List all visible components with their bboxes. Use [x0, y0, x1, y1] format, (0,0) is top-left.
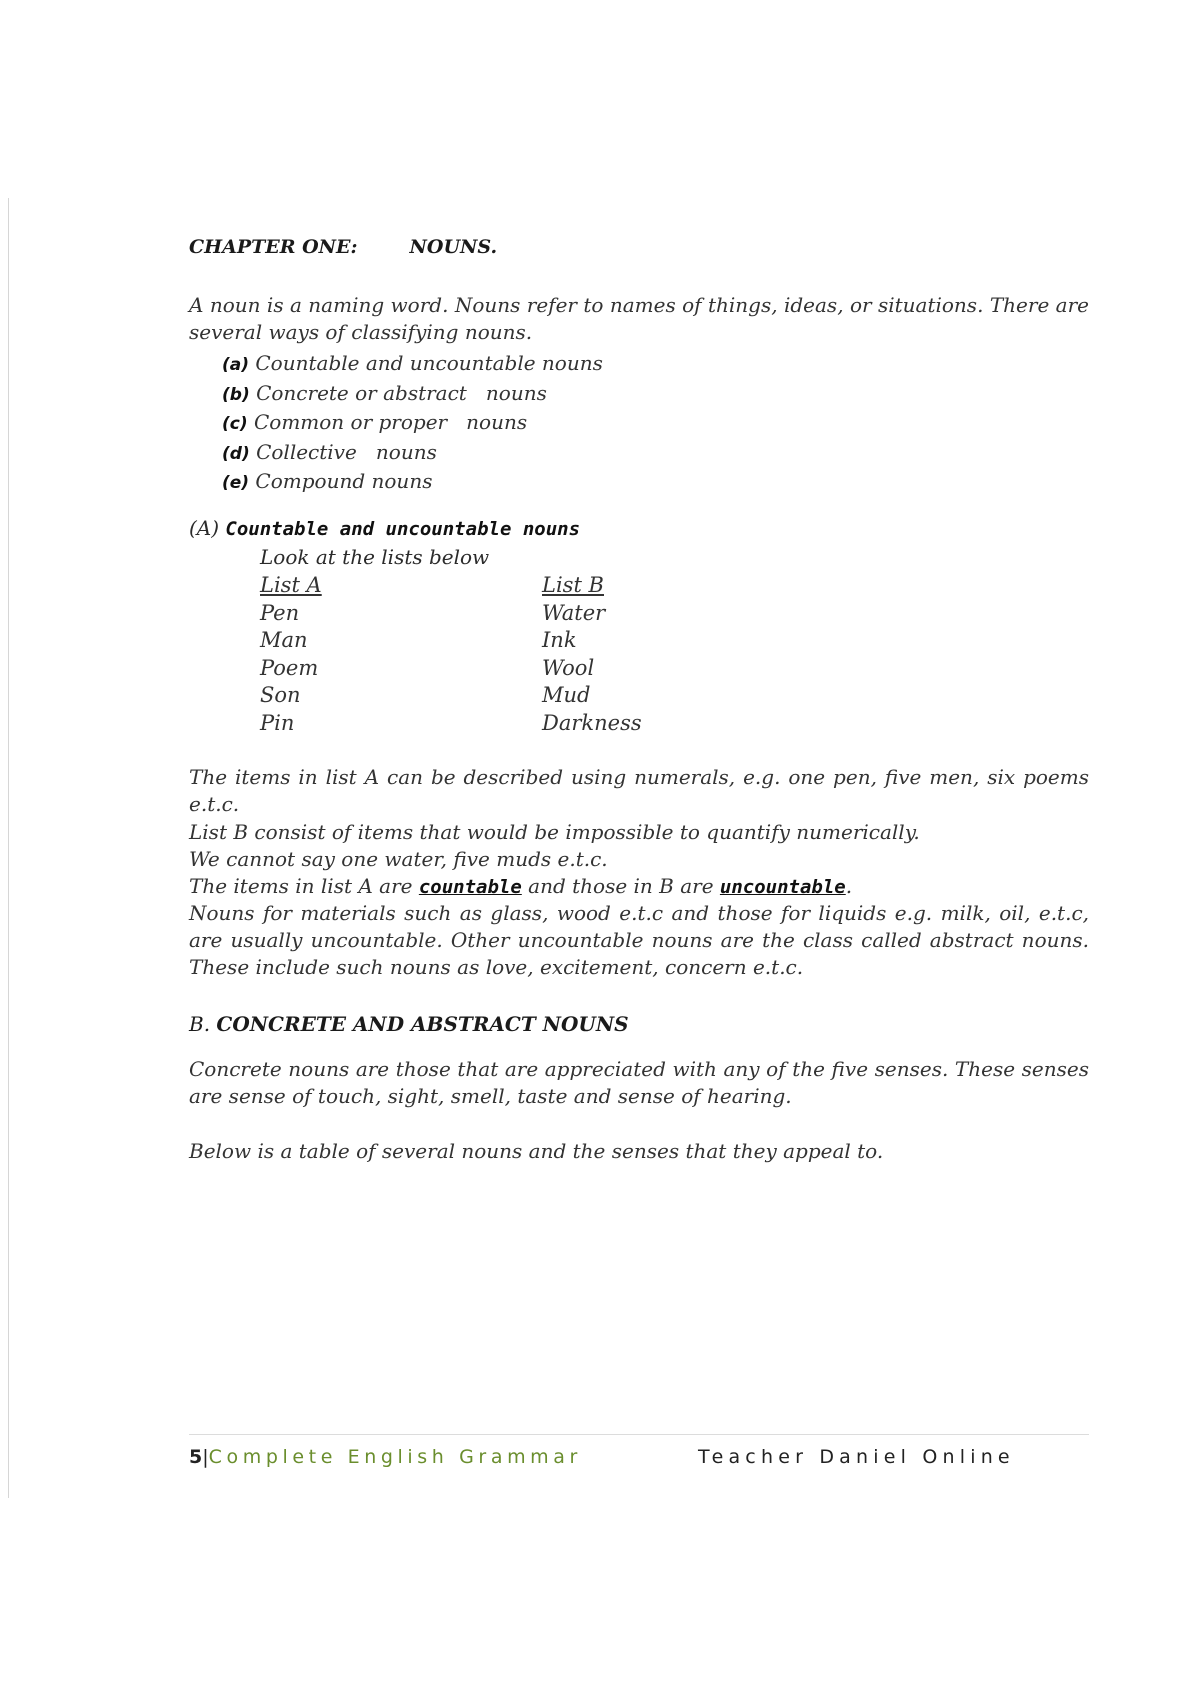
countable-term: countable: [418, 876, 522, 898]
list-item: (d) Collective nouns: [222, 439, 437, 464]
page-footer: [189, 1446, 1089, 1468]
list-a-item: Pen: [260, 600, 300, 625]
section-a-heading: (A) Countable and uncountable nouns: [189, 516, 581, 540]
noun-lists: [260, 544, 824, 737]
list-a-item: Son: [260, 683, 301, 707]
uncountable-description: List B consist of items that would be impossible to quantify numerically.: [189, 820, 920, 844]
author-name: Teacher Daniel Online: [698, 1446, 1015, 1468]
footer-rule: [189, 1434, 1089, 1435]
uncountable-term: uncountable: [719, 876, 846, 898]
list-b-column: [542, 572, 824, 737]
list-a-item: Poem: [260, 655, 319, 680]
classification-list: [222, 350, 603, 498]
list-b-header: List B: [542, 573, 604, 597]
list-b-item: Ink: [542, 628, 577, 652]
table-intro: Below is a table of several nouns and the senses that they appeal to.: [189, 1139, 884, 1163]
list-b-item: Wool: [542, 655, 595, 680]
lists-intro: Look at the lists below: [260, 545, 490, 569]
countable-description: The items in list A can be described using numerals, e.g. one pen, five men, six poems e.t.c.: [189, 765, 1089, 816]
intro-paragraph: A noun is a naming word. Nouns refer to names of things, ideas, or situations. There are several ways of classifying nouns.: [189, 293, 1089, 344]
chapter-heading: [189, 236, 497, 258]
list-b-item: Darkness: [542, 710, 642, 735]
list-b-item: Water: [542, 600, 606, 625]
footer-separator: |: [202, 1446, 209, 1468]
section-b-heading: B. CONCRETE AND ABSTRACT NOUNS: [189, 1012, 629, 1036]
materials-paragraph: Nouns for materials such as glass, wood e.t.c and those for liquids e.g. milk, oil, e.t.c, are usually uncountable. Other uncountable nouns are the class called abstract nouns. These include such nouns as love, excitement, concern e.t.c.: [189, 901, 1089, 979]
list-item: (a) Countable and uncountable nouns: [222, 351, 603, 375]
list-item: (c) Common or proper nouns: [222, 410, 528, 434]
book-title: Complete English Grammar: [208, 1446, 582, 1468]
chapter-label: CHAPTER ONE:: [189, 236, 358, 258]
list-b-item: Mud: [542, 683, 591, 707]
list-a-header: List A: [260, 573, 322, 597]
list-a-item: Man: [260, 628, 308, 652]
concrete-paragraph: Concrete nouns are those that are appreciated with any of the five senses. These senses are sense of touch, sight, smell, taste and sense of hearing.: [189, 1057, 1089, 1108]
uncountable-example: We cannot say one water, five muds e.t.c.: [189, 847, 608, 871]
list-a-column: [260, 572, 542, 737]
page-number: 5: [189, 1446, 203, 1468]
countable-summary: The items in list A are countable and those in B are uncountable.: [189, 874, 853, 898]
list-item: (e) Compound nouns: [222, 469, 433, 493]
chapter-title: NOUNS.: [409, 236, 498, 258]
page-margin-rule: [8, 198, 9, 1498]
list-a-item: Pin: [260, 710, 295, 735]
list-item: (b) Concrete or abstract nouns: [222, 380, 547, 405]
